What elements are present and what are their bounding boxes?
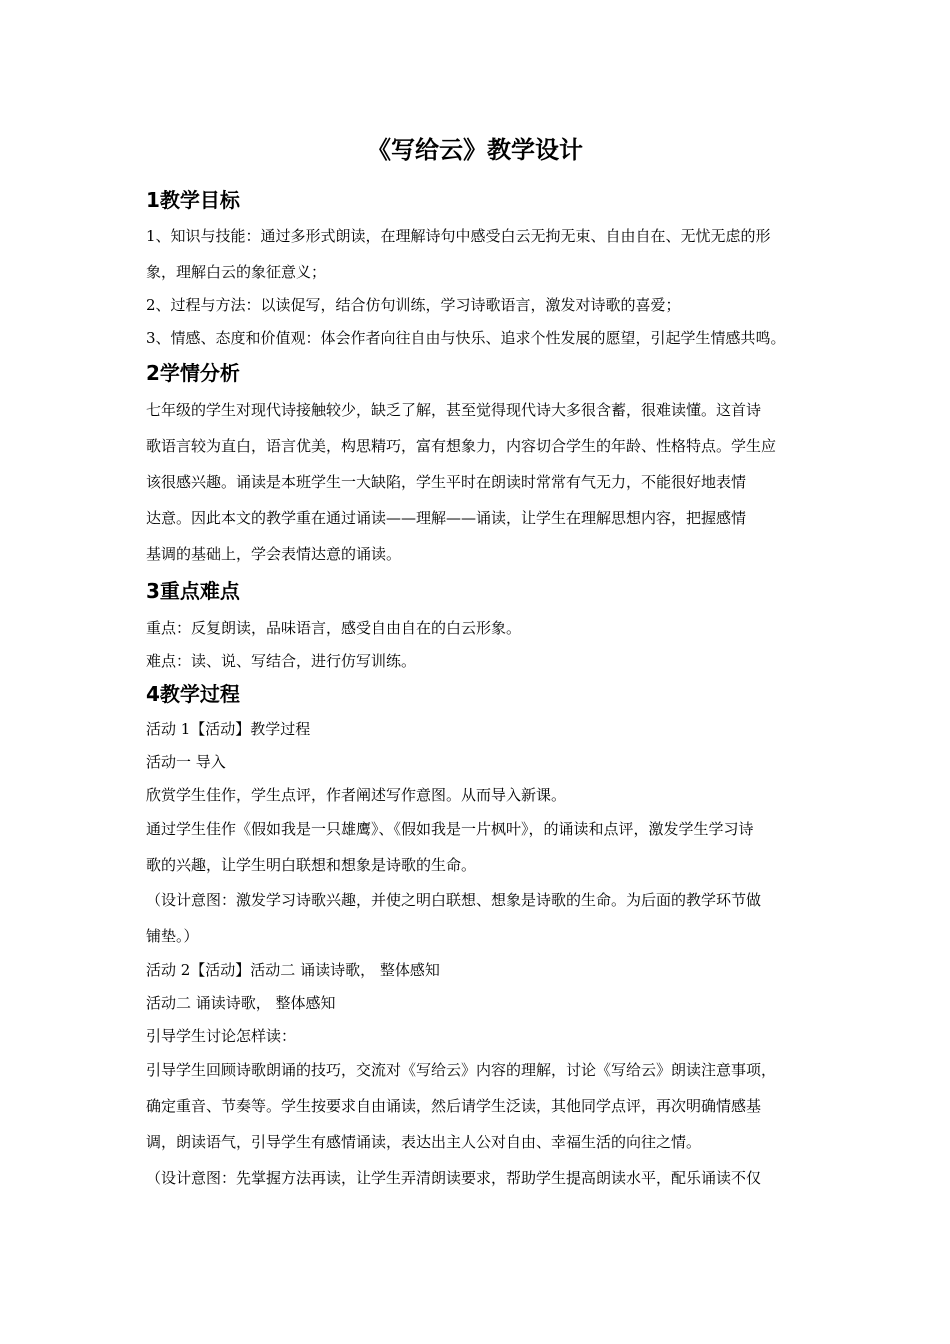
- paragraph-line: 歌语言较为直白，语言优美，构思精巧，富有想象力，内容切合学生的年龄、性格特点。学生应: [146, 437, 777, 455]
- paragraph-line: 活动 2【活动】活动二 诵读诗歌， 整体感知: [146, 961, 440, 979]
- paragraph-line: （设计意图：先掌握方法再读，让学生弄清朗读要求，帮助学生提高朗读水平，配乐诵读不仅: [146, 1169, 762, 1187]
- section-heading-objectives: 1教学目标: [146, 188, 240, 212]
- paragraph-line: 欣赏学生佳作，学生点评，作者阐述写作意图。从而导入新课。: [146, 786, 567, 804]
- paragraph-line: 引导学生讨论怎样读：: [146, 1027, 297, 1045]
- paragraph-line: 七年级的学生对现代诗接触较少，缺乏了解，甚至觉得现代诗大多很含蓄，很难读懂。这首诗: [146, 401, 762, 419]
- paragraph-line: 1、知识与技能：通过多形式朗读，在理解诗句中感受白云无拘无束、自由自在、无忧无虑的形: [146, 227, 771, 245]
- paragraph-line: 3、情感、态度和价值观：体会作者向往自由与快乐、追求个性发展的愿望，引起学生情感共鸣。: [146, 329, 786, 347]
- paragraph-line: 该很感兴趣。诵读是本班学生一大缺陷，学生平时在朗读时常常有气无力，不能很好地表情: [146, 473, 747, 491]
- section-heading-process: 4教学过程: [146, 682, 240, 706]
- paragraph-line: 通过学生佳作《假如我是一只雄鹰》、《假如我是一片枫叶》，的诵读和点评，激发学生学习诗: [146, 820, 754, 838]
- paragraph-line: 基调的基础上，学会表情达意的诵读。: [146, 545, 402, 563]
- paragraph-line: 达意。因此本文的教学重在通过诵读——理解——诵读，让学生在理解思想内容，把握感情: [146, 509, 747, 527]
- document-title: 《写给云》教学设计: [367, 136, 583, 164]
- paragraph-line: 活动二 诵读诗歌， 整体感知: [146, 994, 336, 1012]
- paragraph-line: 象，理解白云的象征意义；: [146, 263, 327, 281]
- paragraph-line: 确定重音、节奏等。学生按要求自由诵读，然后请学生泛读，其他同学点评，再次明确情感基: [146, 1097, 762, 1115]
- paragraph-line: （设计意图：激发学习诗歌兴趣，并使之明白联想、想象是诗歌的生命。为后面的教学环节做: [146, 891, 762, 909]
- section-heading-key-points: 3重点难点: [146, 579, 240, 603]
- paragraph-line: 2、过程与方法：以读促写，结合仿句训练，学习诗歌语言，激发对诗歌的喜爱；: [146, 296, 681, 314]
- paragraph-line: 歌的兴趣，让学生明白联想和想象是诗歌的生命。: [146, 856, 477, 874]
- section-heading-analysis: 2学情分析: [146, 361, 240, 385]
- paragraph-line: 重点：反复朗读，品味语言，感受自由自在的白云形象。: [146, 619, 522, 637]
- paragraph-line: 活动一 导入: [146, 753, 226, 771]
- paragraph-line: 调，朗读语气，引导学生有感情诵读，表达出主人公对自由、幸福生活的向往之情。: [146, 1133, 702, 1151]
- paragraph-line: 铺垫。）: [146, 927, 199, 945]
- paragraph-line: 活动 1【活动】教学过程: [146, 720, 311, 738]
- paragraph-line: 引导学生回顾诗歌朗诵的技巧，交流对《写给云》内容的理解，讨论《写给云》朗读注意事项，: [146, 1061, 777, 1079]
- paragraph-line: 难点：读、说、写结合，进行仿写训练。: [146, 652, 417, 670]
